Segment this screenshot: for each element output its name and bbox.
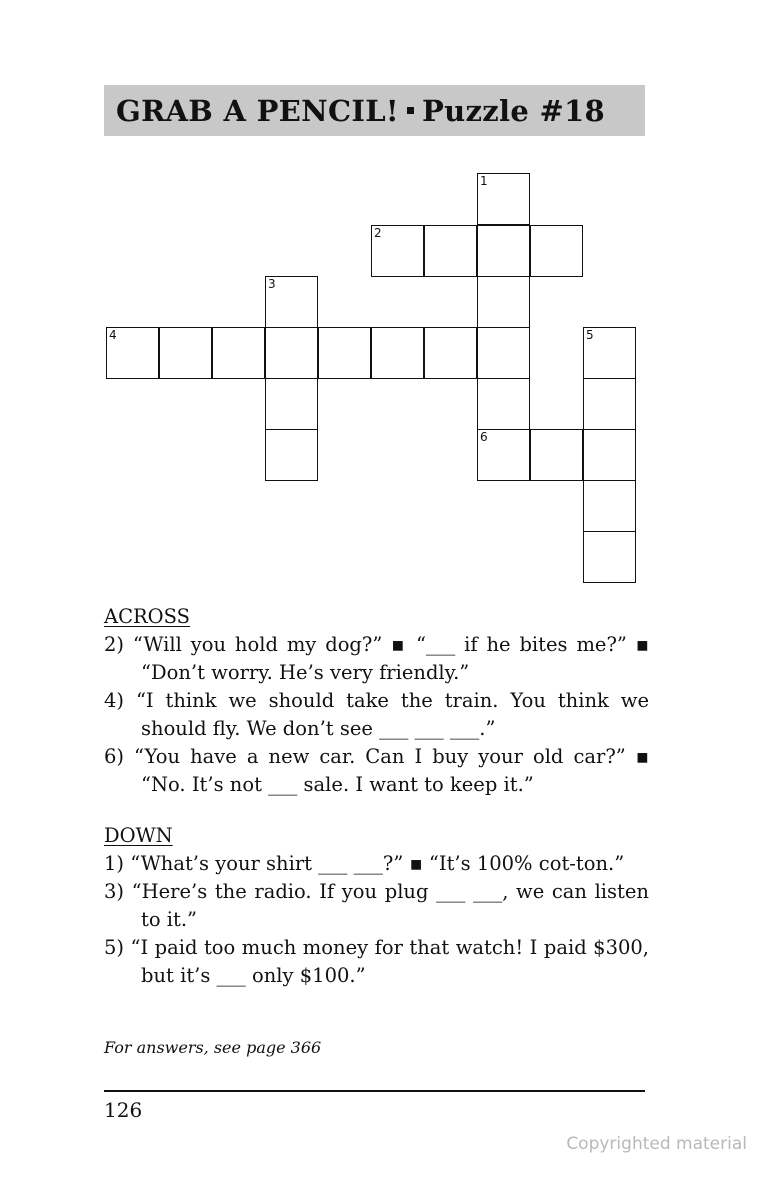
grid-cell[interactable] (424, 327, 477, 379)
title-main: GRAB A PENCIL! (116, 93, 399, 128)
grid-cell[interactable] (159, 327, 212, 379)
bullet-separator (407, 107, 414, 114)
down-heading: DOWN (104, 824, 173, 847)
title-bar (104, 85, 645, 136)
grid-cell[interactable] (318, 327, 371, 379)
clue-number: 1 (480, 174, 488, 188)
grid-cell[interactable] (477, 429, 530, 481)
grid-cell[interactable] (583, 480, 636, 532)
across-clue: 6) “You have a new car. Can I buy your old car?” ▪ “No. It’s not ___ sale. I want to keep it.” (104, 745, 649, 796)
clue-number: 2 (374, 226, 382, 240)
down-clue: 5) “I paid too much money for that watch! I paid $300, but it’s ___ only $100.” (104, 936, 649, 987)
across-heading: ACROSS (104, 605, 191, 628)
grid-cell[interactable] (477, 378, 530, 430)
across-section (104, 603, 649, 799)
grid-cell[interactable] (265, 378, 318, 430)
clue-number: 6 (480, 430, 488, 444)
grid-cell[interactable] (583, 327, 636, 379)
grid-cell[interactable] (583, 531, 636, 583)
grid-cell[interactable] (530, 225, 583, 277)
down-clue: 3) “Here’s the radio. If you plug ___ ___, we can listen to it.” (104, 880, 649, 931)
across-clue: 4) “I think we should take the train. You think we should fly. We don’t see ___ ___ ___.” (104, 689, 649, 740)
title-puzzle-number: Puzzle #18 (421, 93, 606, 128)
across-clue: 2) “Will you hold my dog?” ▪ “___ if he bites me?” ▪ “Don’t worry. He’s very friendly.” (104, 633, 649, 684)
grid-cell[interactable] (212, 327, 265, 379)
grid-cell[interactable] (106, 327, 159, 379)
down-section (104, 822, 649, 990)
grid-cell[interactable] (371, 327, 424, 379)
answers-note: For answers, see page 366 (104, 1038, 322, 1057)
clue-number: 4 (109, 328, 117, 342)
grid-cell[interactable] (583, 429, 636, 481)
clue-number: 5 (586, 328, 594, 342)
grid-cell[interactable] (371, 225, 424, 277)
grid-cell[interactable] (477, 173, 530, 225)
grid-cell[interactable] (265, 429, 318, 481)
footer-divider (104, 1090, 645, 1092)
grid-cell[interactable] (477, 225, 530, 277)
grid-cell[interactable] (583, 378, 636, 430)
grid-cell[interactable] (265, 327, 318, 379)
grid-cell[interactable] (477, 327, 530, 379)
grid-cell[interactable] (424, 225, 477, 277)
copyright-watermark: Copyrighted material (566, 1134, 747, 1154)
page-number: 126 (104, 1098, 143, 1122)
grid-cell[interactable] (530, 429, 583, 481)
grid-cell[interactable] (477, 276, 530, 328)
clue-number: 3 (268, 277, 276, 291)
grid-cell[interactable] (265, 276, 318, 328)
puzzle-title (116, 94, 605, 128)
down-clue: 1) “What’s your shirt ___ ___?” ▪ “It’s 100% cot-ton.” (104, 852, 625, 875)
